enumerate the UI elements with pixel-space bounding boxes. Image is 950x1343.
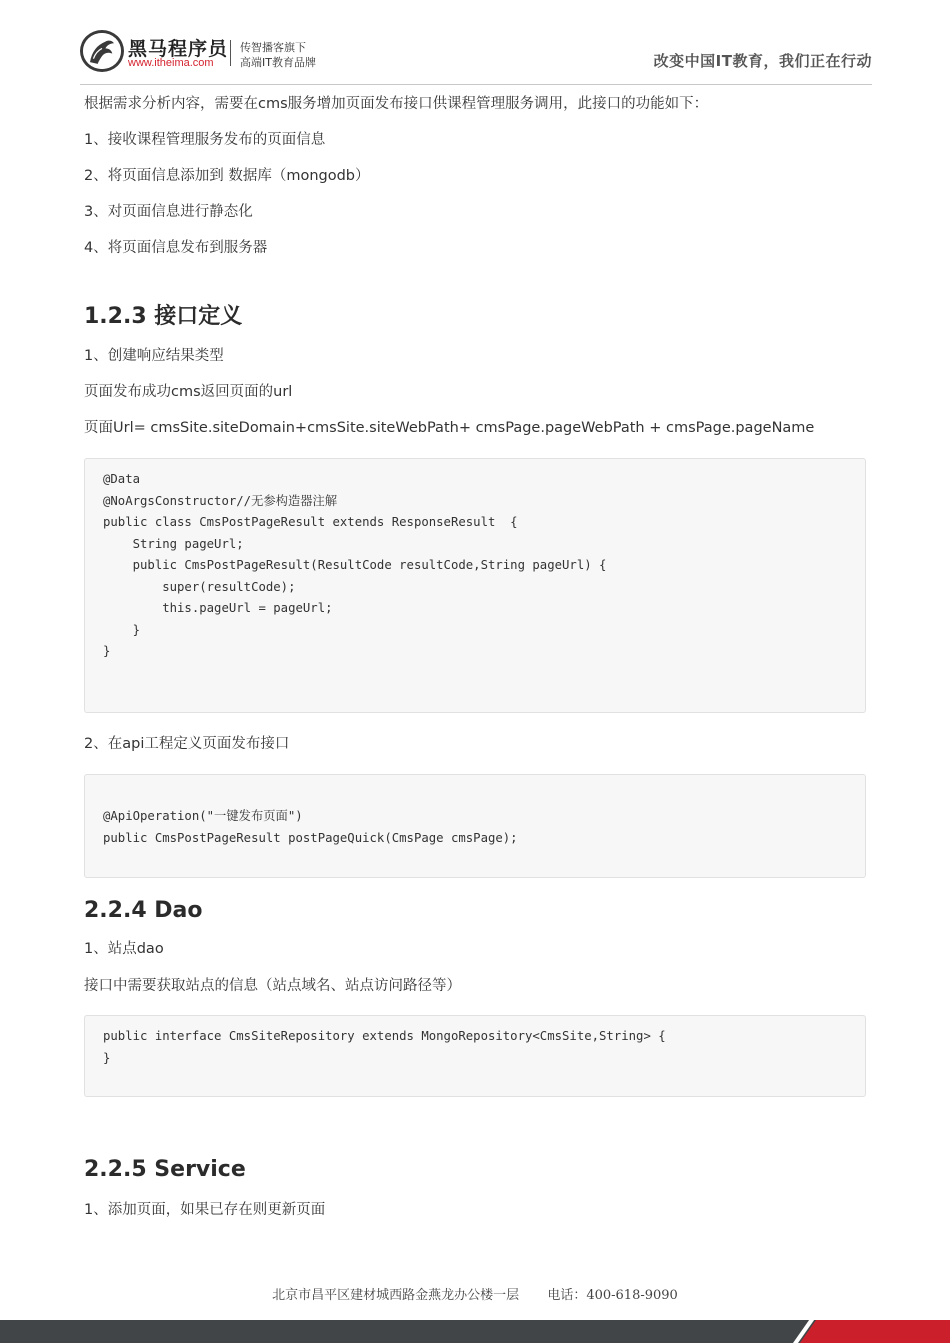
- page-header: [80, 28, 872, 85]
- brand-divider: [230, 40, 231, 66]
- step-text: 2、在api工程定义页面发布接口: [84, 736, 290, 752]
- footer-phone: 电话：400-618-9090: [547, 1288, 678, 1303]
- horse-logo-icon: [80, 30, 124, 72]
- step-text: 1、添加页面，如果已存在则更新页面: [84, 1202, 326, 1218]
- footer-bar-red: [800, 1320, 950, 1343]
- footer-address: 北京市昌平区建材城西路金燕龙办公楼一层: [272, 1288, 520, 1303]
- section-heading: 2.2.4 Dao: [84, 898, 203, 923]
- section-heading: 1.2.3 接口定义: [84, 304, 243, 329]
- brand-tagline-1: 传智播客旗下: [240, 41, 306, 54]
- paragraph: 页面发布成功cms返回页面的url: [84, 384, 293, 400]
- brand-url: www.itheima.com: [128, 57, 214, 69]
- intro-list-item: 1、接收课程管理服务发布的页面信息: [84, 132, 326, 148]
- code-block: [84, 774, 866, 878]
- code-block: [84, 1015, 866, 1097]
- brand-tagline-2: 高端IT教育品牌: [240, 56, 316, 69]
- intro-list-item: 3、对页面信息进行静态化: [84, 204, 253, 220]
- paragraph: 接口中需要获取站点的信息（站点域名、站点访问路径等）: [84, 978, 461, 994]
- intro-list-item: 2、将页面信息添加到 数据库（mongodb）: [84, 168, 370, 184]
- code-text: public interface CmsSiteRepository extends MongoRepository<CmsSite,String> { }: [103, 1029, 666, 1065]
- page-footer: [0, 1284, 950, 1303]
- brand-name: 黑马程序员: [128, 38, 229, 60]
- code-text: @Data @NoArgsConstructor//无参构造器注解 public class CmsPostPageResult extends ResponseResult { String pageUrl; public CmsPostPageResult(ResultCode resultCode,String pageUrl) { super(resultCode); this.pageUrl = pageUrl; } }: [103, 472, 607, 658]
- paragraph: 页面Url= cmsSite.siteDomain+cmsSite.siteWebPath+ cmsPage.pageWebPath + cmsPage.pageName: [84, 420, 815, 436]
- section-heading: 2.2.5 Service: [84, 1157, 246, 1182]
- code-text: @ApiOperation("一键发布页面") public CmsPostPageResult postPageQuick(CmsPage cmsPage);: [103, 809, 518, 845]
- intro-list-item: 4、将页面信息发布到服务器: [84, 240, 268, 256]
- code-block: [84, 458, 866, 713]
- document-body: [84, 92, 866, 1221]
- step-text: 1、创建响应结果类型: [84, 348, 224, 364]
- footer-decoration-bar: [0, 1320, 950, 1343]
- header-slogan: 改变中国IT教育，我们正在行动: [653, 52, 872, 70]
- step-text: 1、站点dao: [84, 941, 164, 957]
- intro-paragraph: 根据需求分析内容，需要在cms服务增加页面发布接口供课程管理服务调用，此接口的功能如下：: [84, 96, 709, 112]
